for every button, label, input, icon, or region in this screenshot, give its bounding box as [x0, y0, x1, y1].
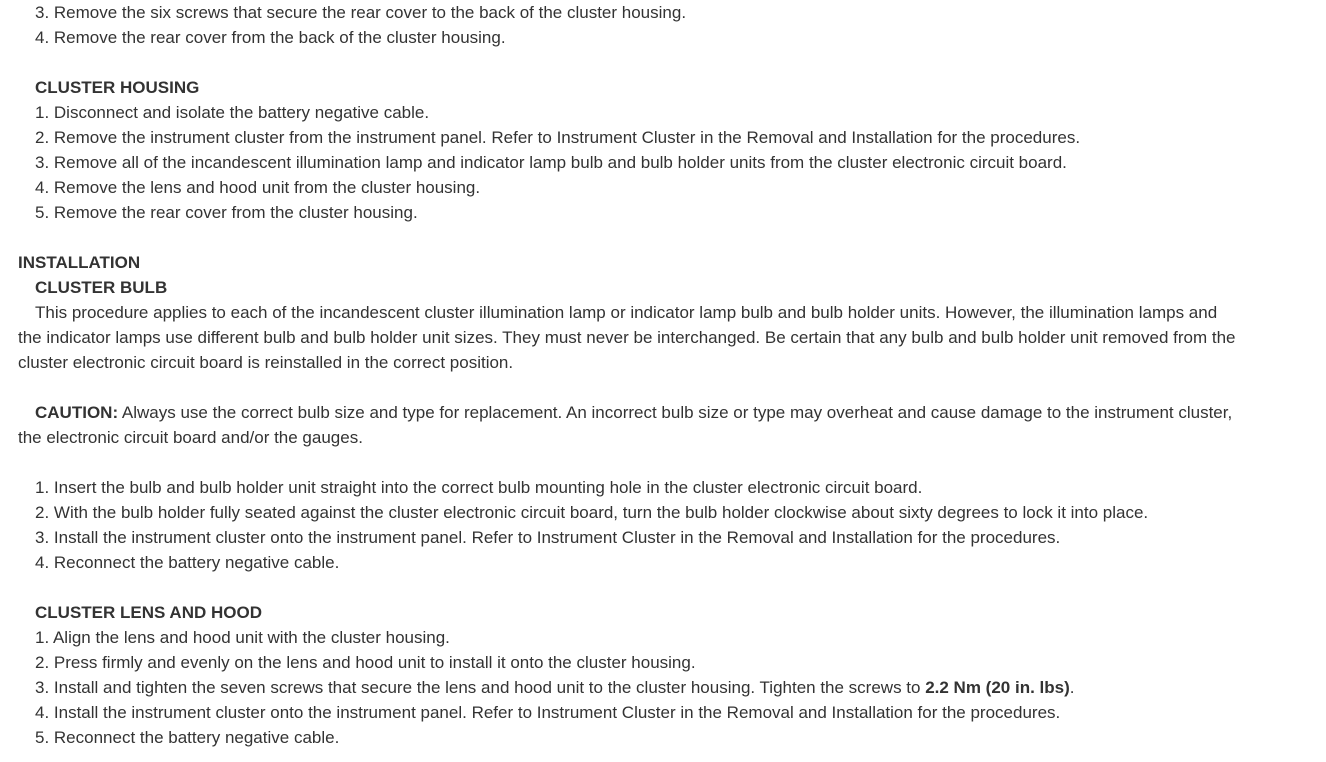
- list-item: 2. Press firmly and evenly on the lens and hood unit to install it onto the cluster housing.: [35, 652, 696, 672]
- caution-label: CAUTION:: [35, 402, 119, 422]
- list-item: 4. Remove the lens and hood unit from the cluster housing.: [35, 177, 481, 197]
- list-item: 3. Install the instrument cluster onto the instrument panel. Refer to Instrument Cluster in the Removal and Installation for the procedures.: [35, 527, 1061, 547]
- list-item: 2. With the bulb holder fully seated against the cluster electronic circuit board, turn the bulb holder clockwise about sixty degrees to lock it into place.: [35, 502, 1149, 522]
- section-heading-installation: INSTALLATION: [18, 252, 141, 272]
- spacer: [18, 575, 1236, 600]
- step-end: .: [1069, 677, 1075, 697]
- caution-text: Always use the correct bulb size and type for replacement. An incorrect bulb size or type may overheat and cause damage to the instrument cluster, the electronic circuit board and/or the gauges.: [18, 402, 1233, 447]
- list-item: 3. Remove all of the incandescent illumination lamp and indicator lamp bulb and bulb holder units from the cluster electronic circuit board.: [35, 152, 1067, 172]
- intro-paragraph: This procedure applies to each of the incandescent cluster illumination lamp or indicator lamp bulb and bulb holder units. However, the illumination lamps and the indicator lamps use different bulb and bulb holder unit sizes. They must never be interchanged. Be certain that any bulb and bulb holder unit removed from the cluster electronic circuit board is reinstalled in the correct position.: [18, 302, 1236, 372]
- section-heading-cluster-lens-hood: CLUSTER LENS AND HOOD: [35, 602, 262, 622]
- list-item: 4. Install the instrument cluster onto the instrument panel. Refer to Instrument Cluster in the Removal and Installation for the procedures.: [35, 702, 1061, 722]
- list-item: 5. Remove the rear cover from the cluster housing.: [35, 202, 418, 222]
- list-item: 4. Remove the rear cover from the back of the cluster housing.: [35, 27, 506, 47]
- section-heading-cluster-housing: CLUSTER HOUSING: [35, 77, 200, 97]
- spacer: [18, 50, 1236, 75]
- list-item: 1. Insert the bulb and bulb holder unit straight into the correct bulb mounting hole in the cluster electronic circuit board.: [35, 477, 923, 497]
- step-text: 3. Install and tighten the seven screws that secure the lens and hood unit to the cluster housing. Tighten the screws to: [35, 677, 926, 697]
- list-item: 2. Remove the instrument cluster from the instrument panel. Refer to Instrument Cluster in the Removal and Installation for the procedures.: [35, 127, 1081, 147]
- list-item: 1. Disconnect and isolate the battery negative cable.: [35, 102, 430, 122]
- list-item: 5. Reconnect the battery negative cable.: [35, 727, 340, 747]
- spacer: [18, 225, 1236, 250]
- torque-spec: 2.2 Nm (20 in. lbs): [925, 677, 1070, 697]
- caution-paragraph: [18, 400, 1238, 450]
- list-item: [18, 675, 1236, 700]
- spacer: [18, 450, 1236, 475]
- list-item: 3. Remove the six screws that secure the rear cover to the back of the cluster housing.: [35, 2, 687, 22]
- list-item: 4. Reconnect the battery negative cable.: [35, 552, 340, 572]
- list-item: 1. Align the lens and hood unit with the cluster housing.: [35, 627, 450, 647]
- section-heading-cluster-bulb: CLUSTER BULB: [35, 277, 168, 297]
- spacer: [18, 375, 1236, 400]
